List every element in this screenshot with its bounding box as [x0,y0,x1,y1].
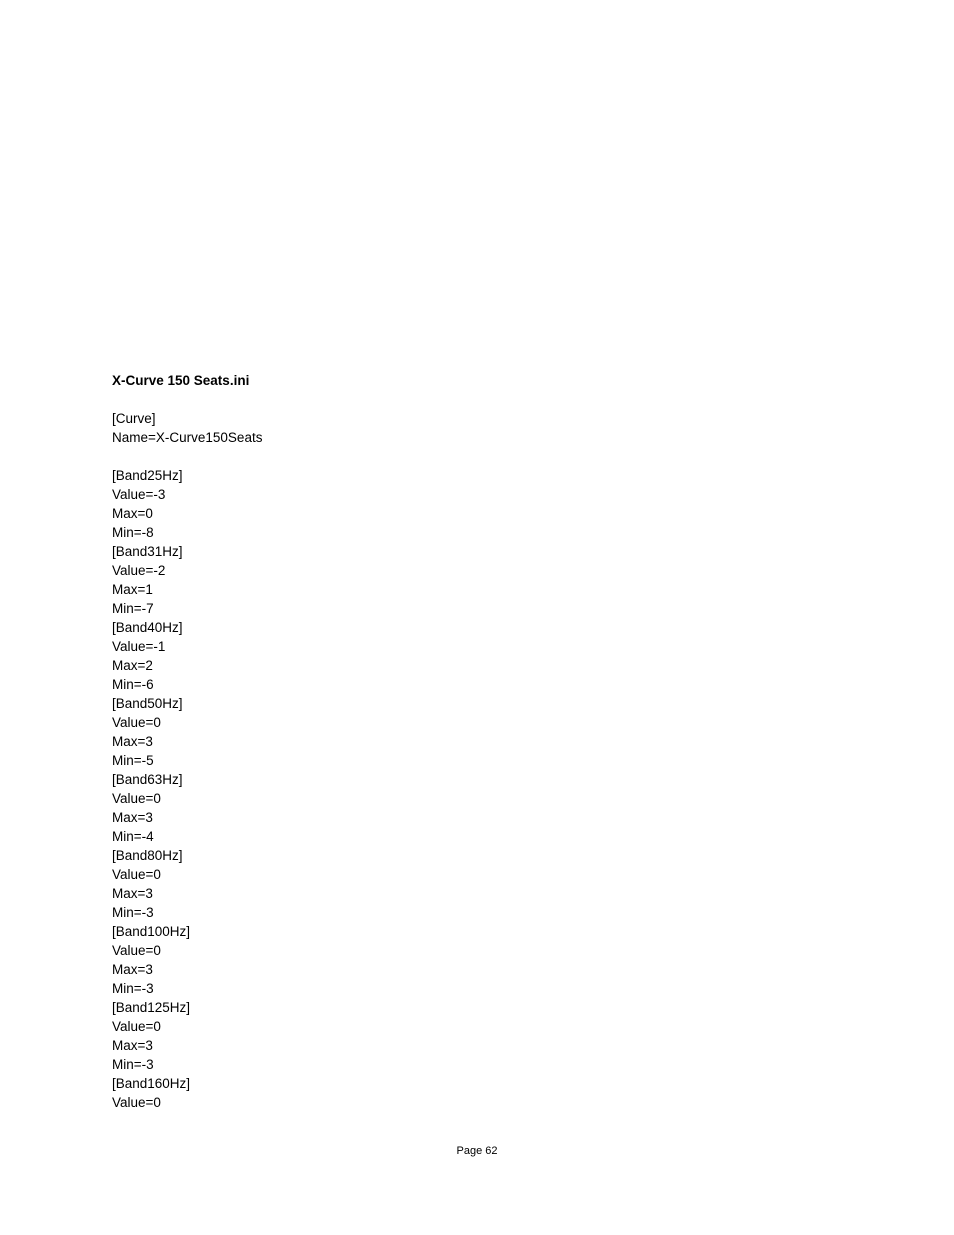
ini-key-value: Max=2 [112,658,153,673]
file-title: X-Curve 150 Seats.ini [112,373,250,388]
ini-key-value: Value=-2 [112,563,166,578]
ini-key-value: Min=-4 [112,829,154,844]
ini-key-value: Min=-7 [112,601,154,616]
ini-key-value: Value=-3 [112,487,166,502]
ini-key-value: Min=-3 [112,905,154,920]
ini-key-value: Min=-8 [112,525,154,540]
ini-key-value: Max=3 [112,734,153,749]
ini-key-value: Value=0 [112,791,161,806]
ini-key-value: Value=0 [112,943,161,958]
ini-section-header: [Band25Hz] [112,468,183,483]
ini-key-value: Max=3 [112,810,153,825]
ini-key-value: Max=0 [112,506,153,521]
ini-key-value: Value=-1 [112,639,166,654]
ini-key-value: Max=3 [112,886,153,901]
ini-key-value: Value=0 [112,1095,161,1110]
ini-section-header: [Band80Hz] [112,848,183,863]
ini-section-header: [Band63Hz] [112,772,183,787]
ini-key-value: Max=3 [112,962,153,977]
ini-key-value: Max=3 [112,1038,153,1053]
ini-section-header: [Band160Hz] [112,1076,191,1091]
ini-key-value: Value=0 [112,1019,161,1034]
ini-key-value: Value=0 [112,715,161,730]
ini-key-value: Min=-5 [112,753,154,768]
ini-section-header: [Curve] [112,411,156,426]
ini-key-value: Name=X-Curve150Seats [112,430,263,445]
page-number: Page 62 [456,1145,498,1157]
ini-section-header: [Band50Hz] [112,696,183,711]
ini-section-header: [Band31Hz] [112,544,183,559]
blank-line [112,447,262,466]
ini-key-value: Min=-6 [112,677,154,692]
ini-key-value: Max=1 [112,582,153,597]
ini-section-header: [Band100Hz] [112,924,191,939]
ini-file-contents [112,409,262,1112]
ini-section-header: [Band40Hz] [112,620,183,635]
ini-key-value: Value=0 [112,867,161,882]
ini-section-header: [Band125Hz] [112,1000,191,1015]
ini-key-value: Min=-3 [112,1057,154,1072]
ini-key-value: Min=-3 [112,981,154,996]
